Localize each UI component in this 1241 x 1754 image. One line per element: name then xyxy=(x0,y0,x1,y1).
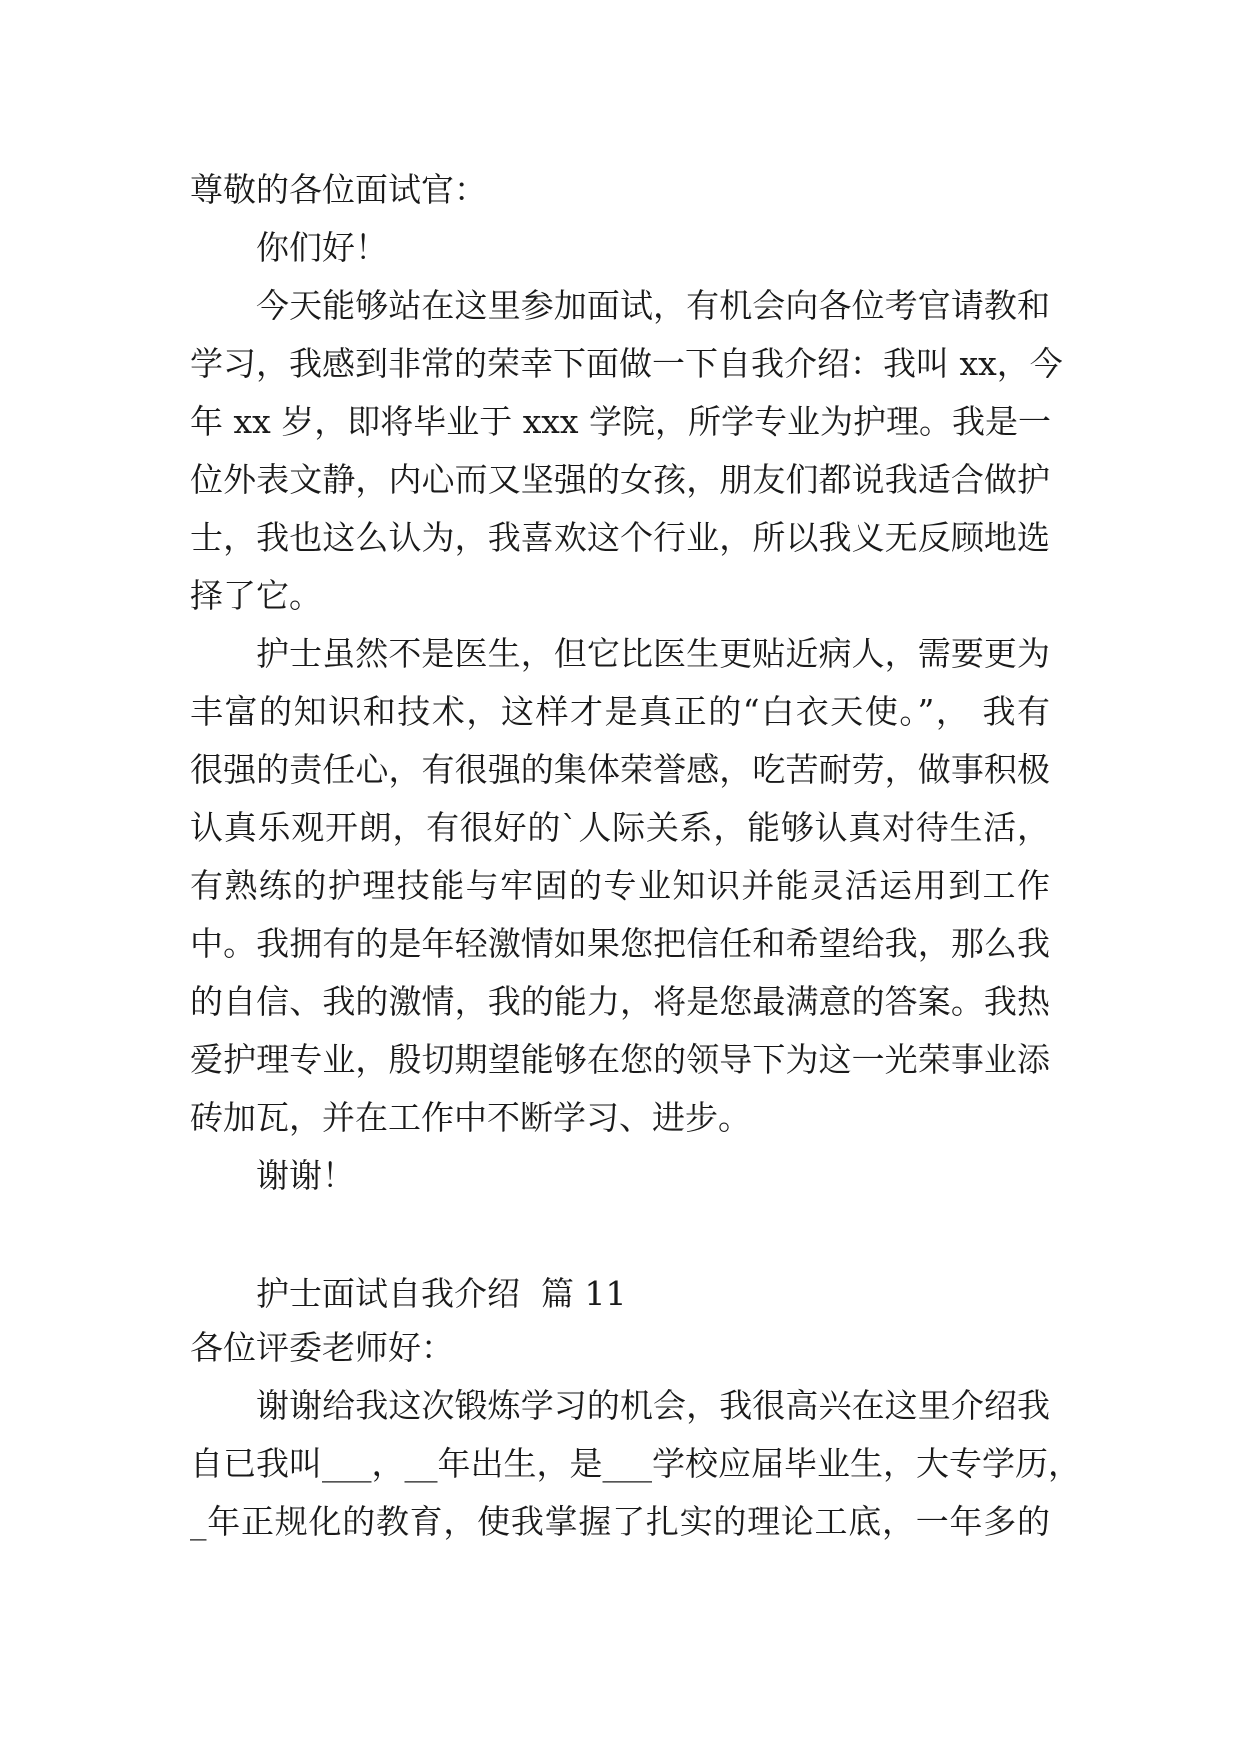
salutation-judges: 各位评委老师好： xyxy=(190,1328,454,1367)
paragraph-1-line: 位外表文静，内心而又坚强的女孩，朋友们都说我适合做护 xyxy=(190,460,1050,499)
section-title: 护士面试自我介绍 篇 11 xyxy=(256,1274,627,1313)
paragraph-2-line: 爱护理专业，殷切期望能够在您的领导下为这一光荣事业添 xyxy=(190,1040,1050,1079)
paragraph-3-line: 自已我叫___，__年出生，是___学校应届毕业生，大专学历， xyxy=(190,1444,1081,1483)
paragraph-2-line: 很强的责任心，有很强的集体荣誉感，吃苦耐劳，做事积极 xyxy=(190,750,1050,789)
paragraph-2-line: 认真乐观开朗，有很好的`人际关系，能够认真对待生活， xyxy=(190,808,1050,847)
paragraph-1-line: 士，我也这么认为，我喜欢这个行业，所以我义无反顾地选 xyxy=(190,518,1050,557)
paragraph-2-line: 砖加瓦，并在工作中不断学习、进步。 xyxy=(190,1098,751,1137)
paragraph-1-line: 学习，我感到非常的荣幸下面做一下自我介绍：我叫 xx，今 xyxy=(190,344,1063,383)
paragraph-2-line: 丰富的知识和技术，这样才是真正的“白衣天使。”， 我有 xyxy=(190,692,1050,731)
paragraph-3-line: _年正规化的教育，使我掌握了扎实的理论工底，一年多的 xyxy=(190,1502,1050,1541)
paragraph-3-line: 谢谢给我这次锻炼学习的机会，我很高兴在这里介绍我 xyxy=(256,1386,1050,1425)
paragraph-2-line: 有熟练的护理技能与牢固的专业知识并能灵活运用到工作 xyxy=(190,866,1050,905)
paragraph-1-line: 今天能够站在这里参加面试，有机会向各位考官请教和 xyxy=(256,286,1050,325)
paragraph-2-line: 护士虽然不是医生，但它比医生更贴近病人，需要更为 xyxy=(256,634,1050,673)
thanks-text: 谢谢！ xyxy=(256,1156,355,1195)
paragraph-1-line: 择了它。 xyxy=(190,576,322,615)
paragraph-2-line: 中。我拥有的是年轻激情如果您把信任和希望给我，那么我 xyxy=(190,924,1050,963)
salutation-interviewers: 尊敬的各位面试官： xyxy=(190,170,487,209)
paragraph-1-line: 年 xx 岁，即将毕业于 xxx 学院，所学专业为护理。我是一 xyxy=(190,402,1052,441)
greeting-hello: 你们好！ xyxy=(256,228,388,267)
paragraph-2-line: 的自信、我的激情，我的能力，将是您最满意的答案。我热 xyxy=(190,982,1050,1021)
